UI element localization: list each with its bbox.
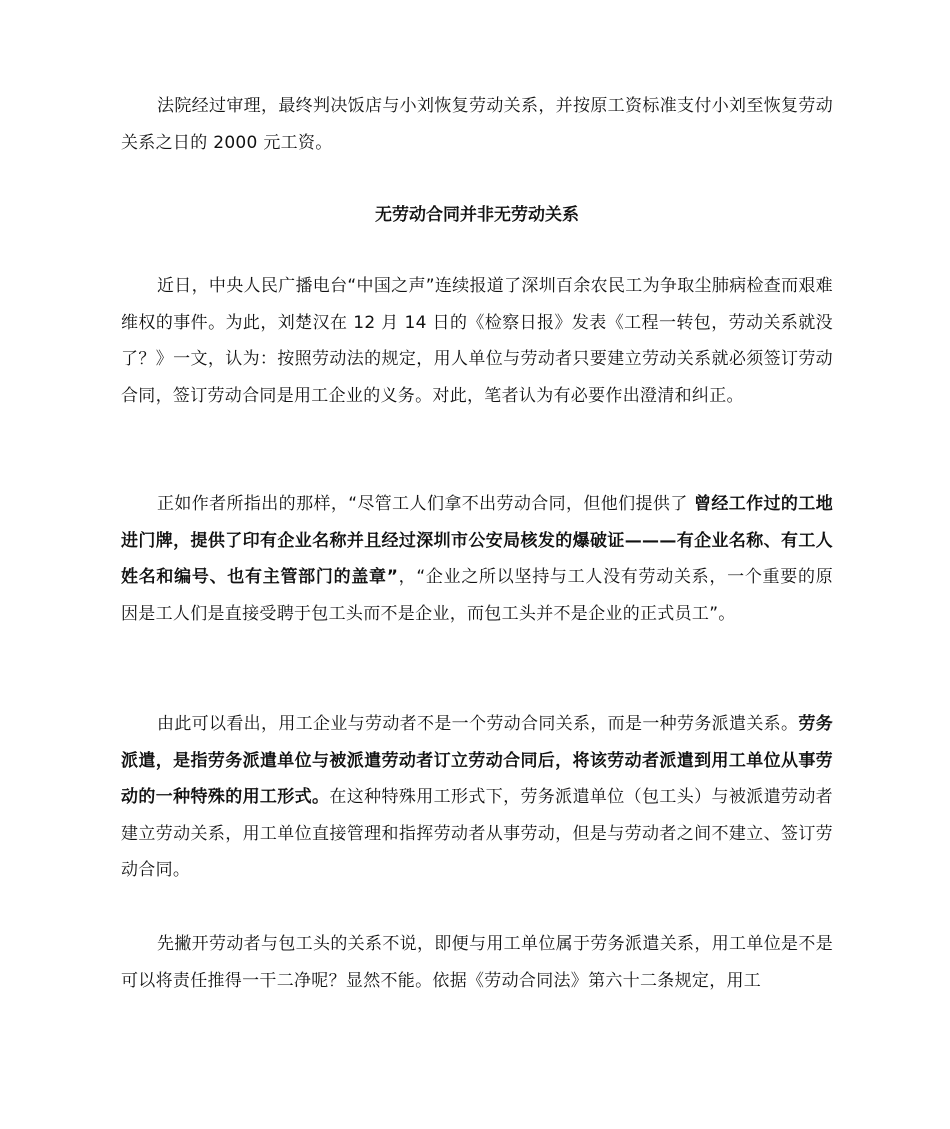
dispatch-explanation-text: 在这种特殊用工形式下，劳务派遣单位（包工头）与被派遣劳动者建立劳动关系，用工单位直接管理和指挥劳动者从事劳动，但是与劳动者之间不建立、签订劳动合同。: [121, 787, 833, 880]
quote-closing-text: ，“企业之所以坚持与工人没有劳动关系，一个重要的原因是工人们是直接受聘于包工头而不是企业，而包工头并不是企业的正式员工”。: [121, 567, 833, 624]
quote-bold-text: 曾经工作过的工地进门牌，提供了印有企业名称并且经过深圳市公安局核发的爆破证———有企业名称、有工人姓名和编号、也有主管部门的盖章”: [121, 494, 833, 587]
paragraph-labor-dispatch: [121, 706, 833, 889]
section-heading: 无劳动合同并非无劳动关系: [375, 205, 579, 225]
dispatch-intro-text: 由此可以看出，用工企业与劳动者不是一个劳动合同关系，而是一种劳务派遣关系。: [157, 714, 799, 734]
paragraph-author-quote: [121, 486, 833, 632]
paragraph-employer-liability: 先撇开劳动者与包工头的关系不说，即便与用工单位属于劳务派遣关系，用工单位是不是可以将责任推得一干二净呢？显然不能。依据《劳动合同法》第六十二条规定，用工: [121, 934, 833, 991]
paragraph-news-report: 近日，中央人民广播电台“中国之声”连续报道了深圳百余农民工为争取尘肺病检查而艰难维权的事件。为此，刘楚汉在 12 月 14 日的《检察日报》发表《工程一转包，劳动关系就没了？》一文，认为：按照劳动法的规定，用人单位与劳动者只要建立劳动关系就必须签订劳动合同，签订劳动合同是用工企业的义务。对此，笔者认为有必要作出澄清和纠正。: [121, 276, 833, 406]
quote-intro-text: 正如作者所指出的那样，“尽管工人们拿不出劳动合同，但他们提供了: [157, 494, 688, 514]
dispatch-definition-bold: 劳务派遣，是指劳务派遣单位与被派遣劳动者订立劳动合同后，将该劳动者派遣到用工单位从事劳动的一种特殊的用工形式。: [121, 714, 833, 807]
paragraph-court-ruling: 法院经过审理，最终判决饭店与小刘恢复劳动关系，并按原工资标准支付小刘至恢复劳动关系之日的 2000 元工资。: [121, 96, 833, 153]
